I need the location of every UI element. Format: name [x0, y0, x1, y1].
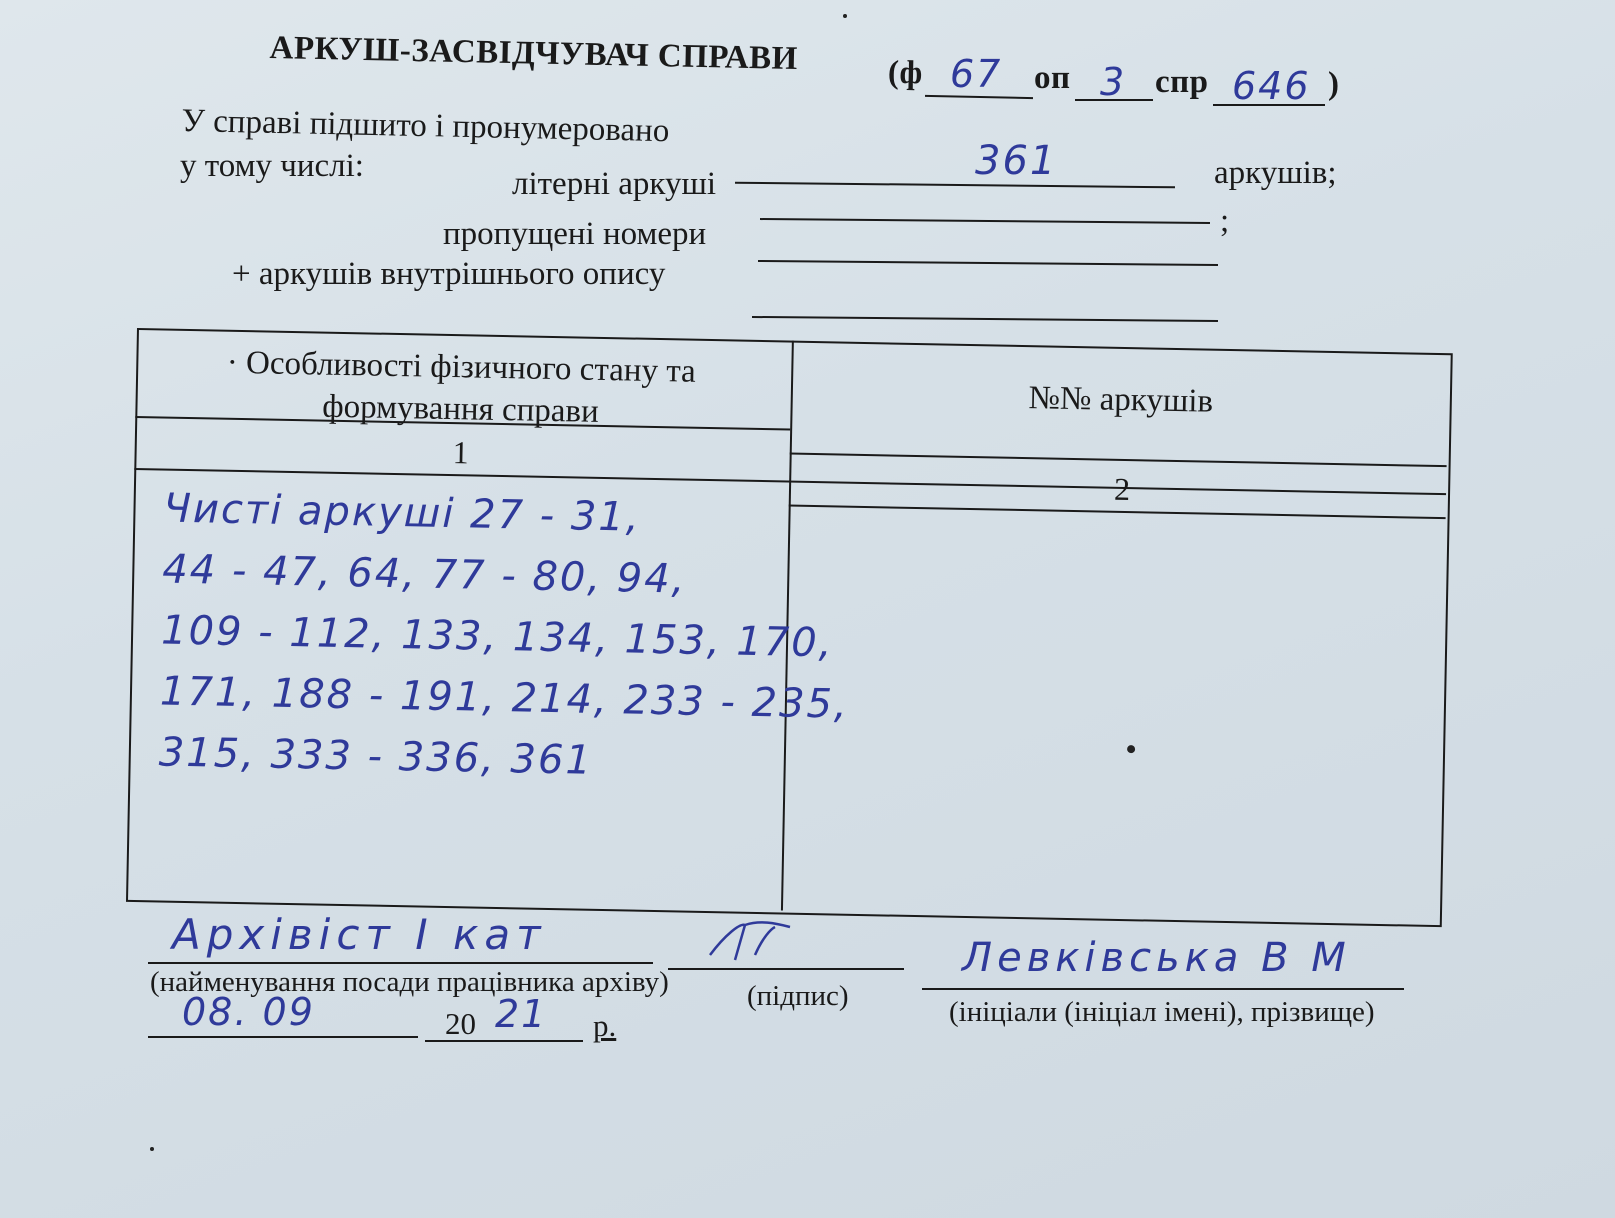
paper-speck: [843, 14, 847, 18]
name-caption: (ініціали (ініціал імені), прізвище): [949, 996, 1375, 1028]
col1-content-line-2: 44 - 47, 64, 77 - 80, 94,: [161, 546, 687, 603]
name-underline: [922, 988, 1404, 990]
total-sheets-label: У справі підшито і пронумеровано: [181, 103, 670, 150]
total-sheets-underline: [735, 182, 1175, 189]
fond-value: 67: [950, 52, 1003, 96]
col2-number: 2: [1113, 470, 1131, 508]
skipped-numbers-label: пропущені номери: [443, 216, 707, 252]
opys-label: оп: [1034, 60, 1071, 96]
name-value: Левківська В М: [962, 935, 1351, 981]
col1-content-line-4: 171, 188 - 191, 214, 233 - 235,: [159, 668, 850, 728]
fond-prefix: (ф: [887, 54, 924, 92]
position-value: Архівіст І кат: [172, 910, 547, 959]
date-underline: [148, 1036, 418, 1038]
col1-content-line-5: 315, 333 - 336, 361: [158, 729, 594, 784]
position-underline: [148, 962, 653, 964]
col2-header: №№ аркушів: [1028, 380, 1214, 420]
col1-content-line-3: 109 - 112, 133, 134, 153, 170,: [160, 607, 834, 667]
signature-underline: [668, 968, 904, 970]
internal-inventory-label: + аркушів внутрішнього опису: [232, 256, 666, 292]
paper-speck: [150, 1147, 154, 1151]
total-sheets-value: 361: [975, 138, 1058, 184]
sprava-value: 646: [1232, 64, 1311, 108]
col1-header: · Особливості фізичного стану та формування справи: [226, 344, 697, 430]
skipped-numbers-underline: [758, 260, 1218, 266]
title-text: АРКУШ-ЗАСВІДЧУВАЧ СПРАВИ: [269, 30, 799, 78]
date-day-month: 08. 09: [182, 990, 315, 1034]
internal-inventory-underline: [752, 316, 1218, 322]
signature-caption: (підпис): [747, 980, 849, 1012]
page-title: [269, 30, 798, 78]
year-prefix: 20: [445, 1006, 476, 1041]
signature: [705, 915, 795, 970]
year-value: 21: [495, 992, 548, 1036]
total-sheets-unit: аркушів;: [1214, 155, 1337, 191]
position-caption: (найменування посади працівника архіву): [150, 966, 669, 998]
col1-number: 1: [452, 434, 470, 471]
title-close: ): [1328, 66, 1340, 102]
lettered-sheets-end: ;: [1220, 203, 1230, 239]
ink-dot: [1127, 745, 1135, 753]
col1-content-line-1: Чисті аркуші 27 - 31,: [163, 485, 641, 541]
lettered-sheets-label: літерні аркуші: [512, 166, 717, 202]
year-suffix: р.: [593, 1008, 617, 1043]
year-underline: [425, 1040, 583, 1042]
including-label: у тому числі:: [180, 148, 364, 184]
sprava-label: спр: [1155, 64, 1209, 100]
opys-value: 3: [1100, 60, 1127, 104]
lettered-sheets-underline: [760, 218, 1210, 224]
physical-state-table: [125, 328, 1452, 954]
